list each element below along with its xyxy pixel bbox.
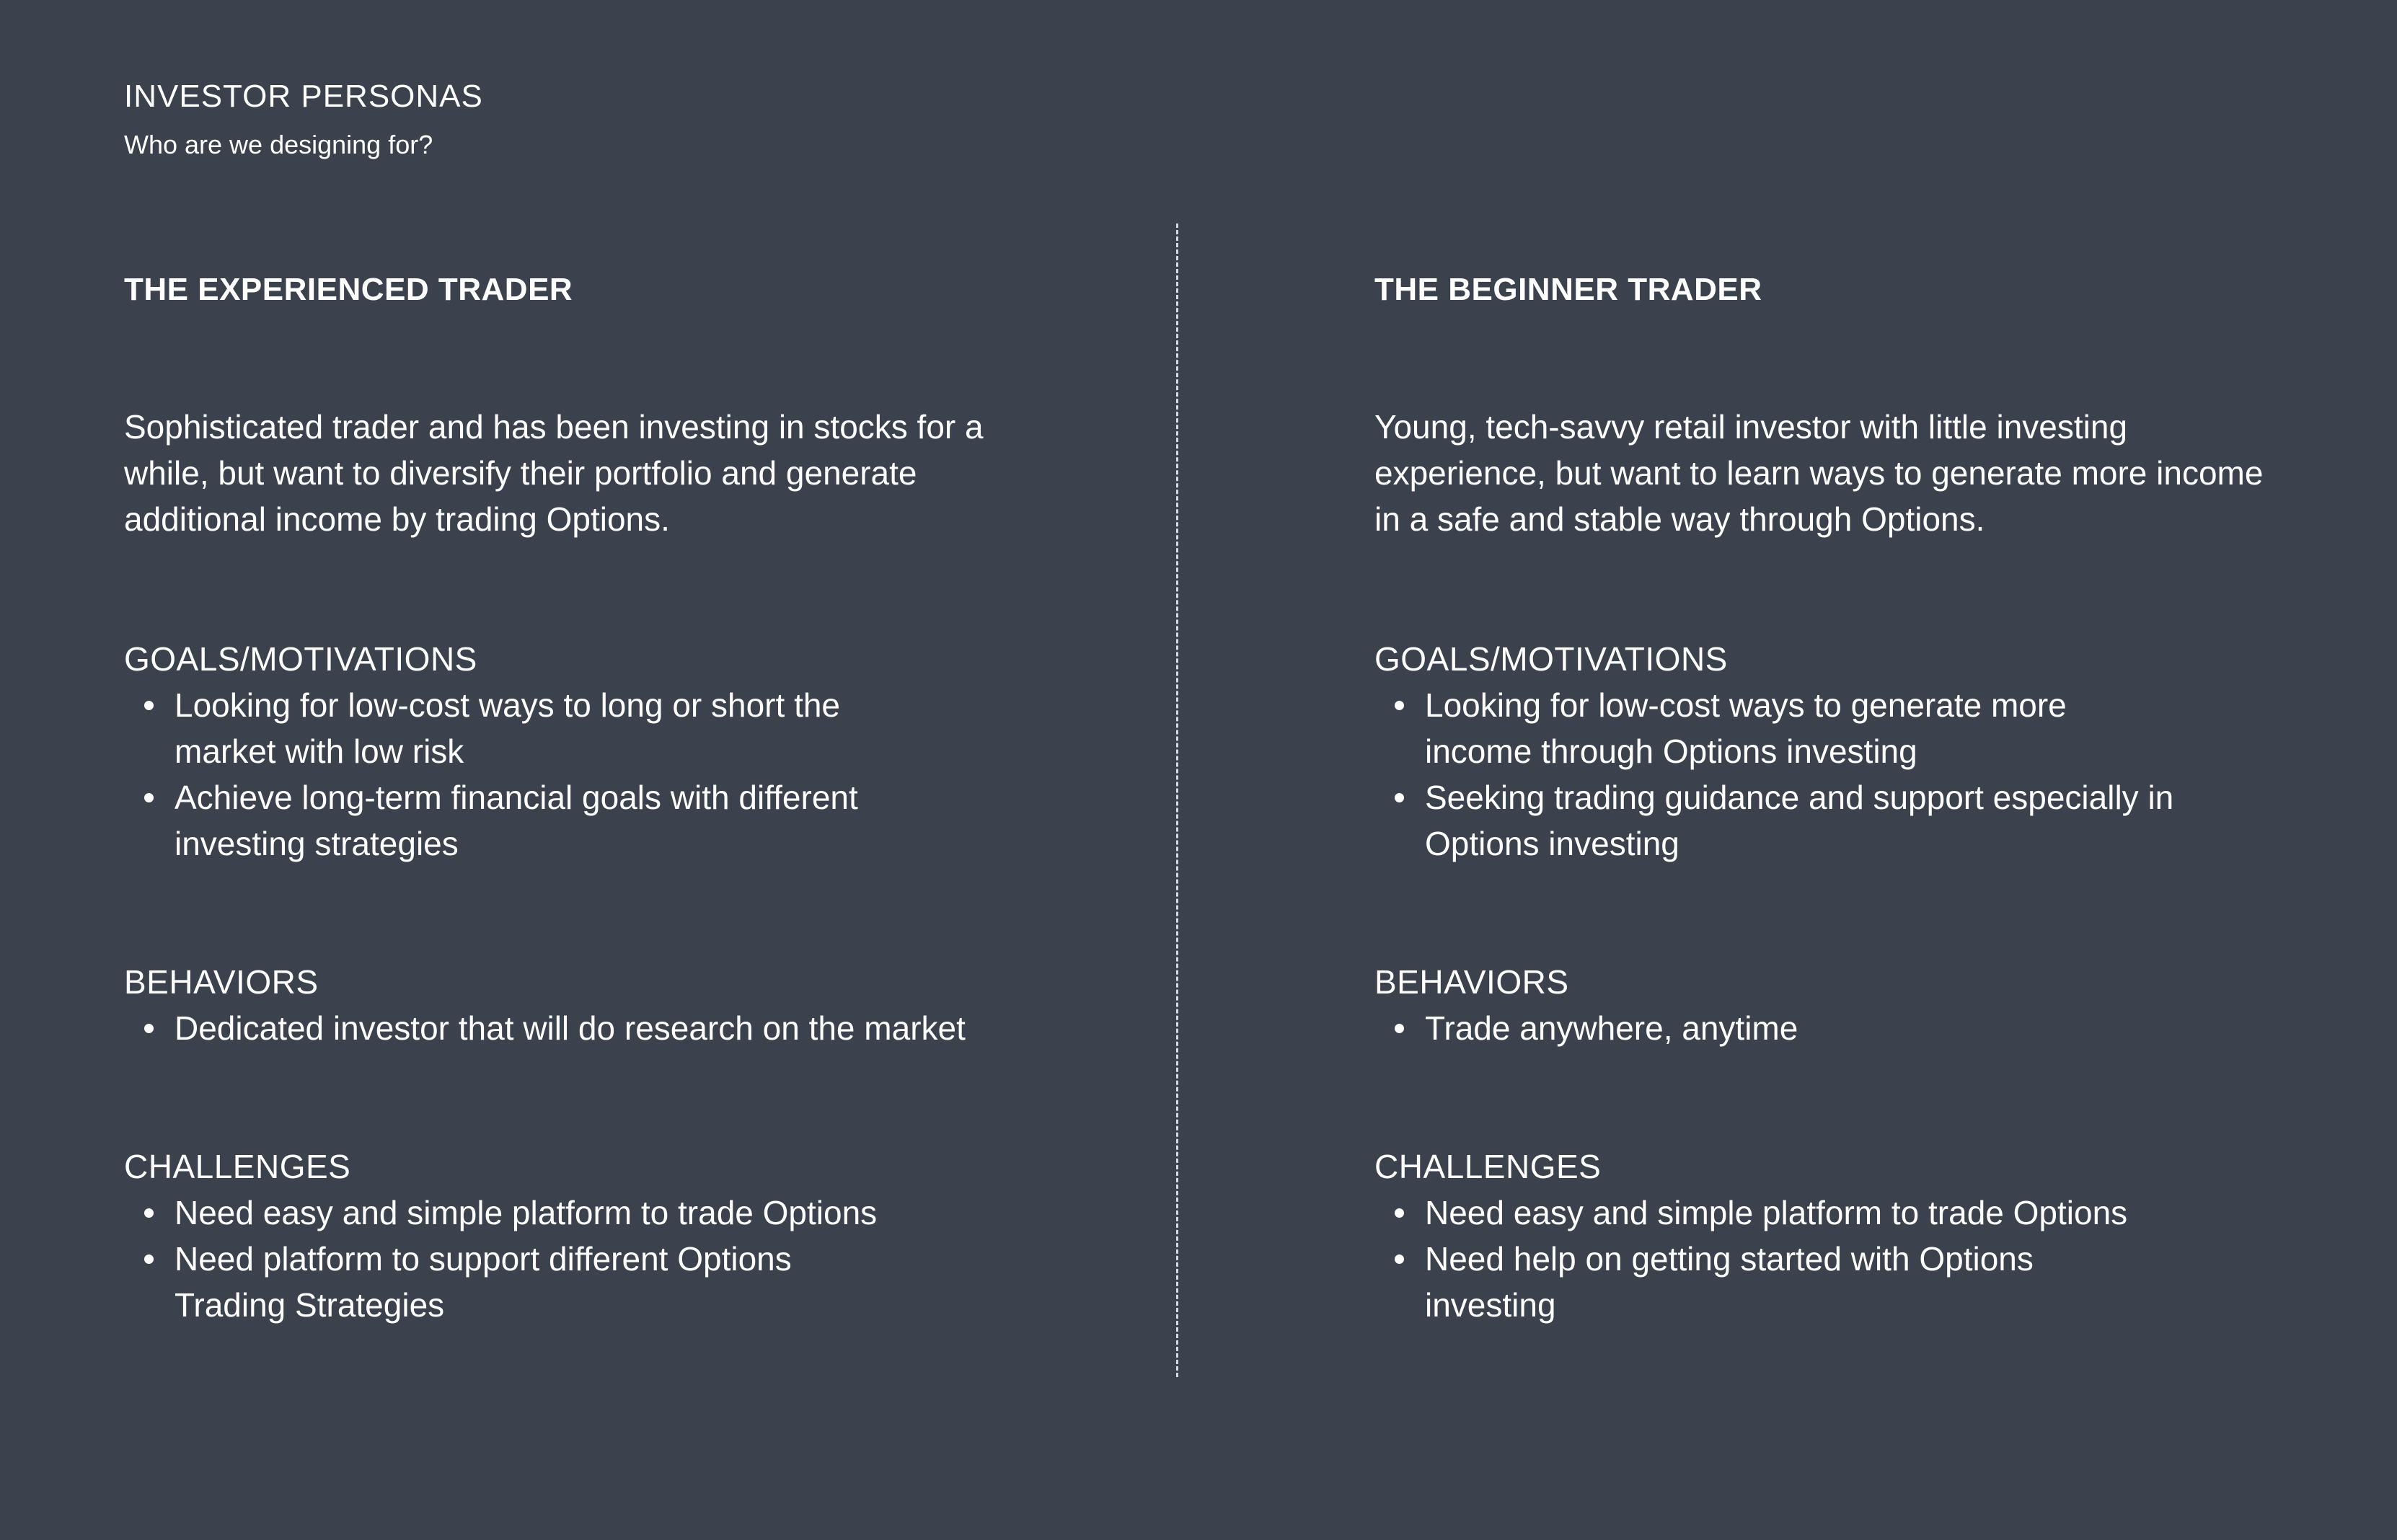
challenges-heading: CHALLENGES xyxy=(1374,1148,1602,1185)
behaviors-heading: BEHAVIORS xyxy=(1374,963,1569,1001)
goals-list xyxy=(124,682,1061,867)
challenges-list xyxy=(124,1190,1061,1328)
challenges-section xyxy=(1374,1143,2312,1328)
persona-card-experienced xyxy=(124,267,1061,1324)
page-header xyxy=(124,75,483,163)
persona-description: Sophisticated trader and has been investing in stocks for a while, but want to diversify their portfolio and generate additional income by trading Options. xyxy=(124,408,984,538)
challenge-item: Need easy and simple platform to trade Options xyxy=(1374,1190,2312,1236)
behaviors-list xyxy=(124,1005,1061,1051)
goal-item: Seeking trading guidance and support especially in Options investing xyxy=(1374,774,2233,867)
behaviors-section xyxy=(1374,959,2312,1051)
persona-title: THE BEGINNER TRADER xyxy=(1374,272,1762,307)
persona-card-beginner xyxy=(1374,267,2312,1324)
page-subtitle: Who are we designing for? xyxy=(124,130,433,159)
behaviors-heading: BEHAVIORS xyxy=(124,963,319,1001)
challenges-list xyxy=(1374,1190,2312,1328)
column-divider xyxy=(1176,224,1178,1377)
challenge-item: Need platform to support different Options Trading Strategies xyxy=(124,1236,896,1328)
behaviors-list xyxy=(1374,1005,2312,1051)
goal-item: Looking for low-cost ways to long or short the market with low risk xyxy=(124,682,917,774)
goals-list xyxy=(1374,682,2312,867)
page-title: INVESTOR PERSONAS xyxy=(124,79,483,114)
behavior-item: Trade anywhere, anytime xyxy=(1374,1005,2312,1051)
goal-item: Achieve long-term financial goals with different investing strategies xyxy=(124,774,968,867)
challenge-item: Need help on getting started with Options investing xyxy=(1374,1236,2117,1328)
goals-section xyxy=(1374,636,2312,867)
challenges-heading: CHALLENGES xyxy=(124,1148,351,1185)
challenge-item: Need easy and simple platform to trade Options xyxy=(124,1190,1061,1236)
goals-heading: GOALS/MOTIVATIONS xyxy=(1374,640,1728,678)
goal-item: Looking for low-cost ways to generate more income through Options investing xyxy=(1374,682,2182,774)
behavior-item: Dedicated investor that will do research on the market xyxy=(124,1005,1061,1051)
goals-heading: GOALS/MOTIVATIONS xyxy=(124,640,477,678)
challenges-section xyxy=(124,1143,1061,1328)
persona-title: THE EXPERIENCED TRADER xyxy=(124,272,573,307)
behaviors-section xyxy=(124,959,1061,1051)
goals-section xyxy=(124,636,1061,867)
persona-description: Young, tech-savvy retail investor with little investing experience, but want to learn ways to generate more income in a safe and stable way through Options. xyxy=(1374,408,2264,538)
